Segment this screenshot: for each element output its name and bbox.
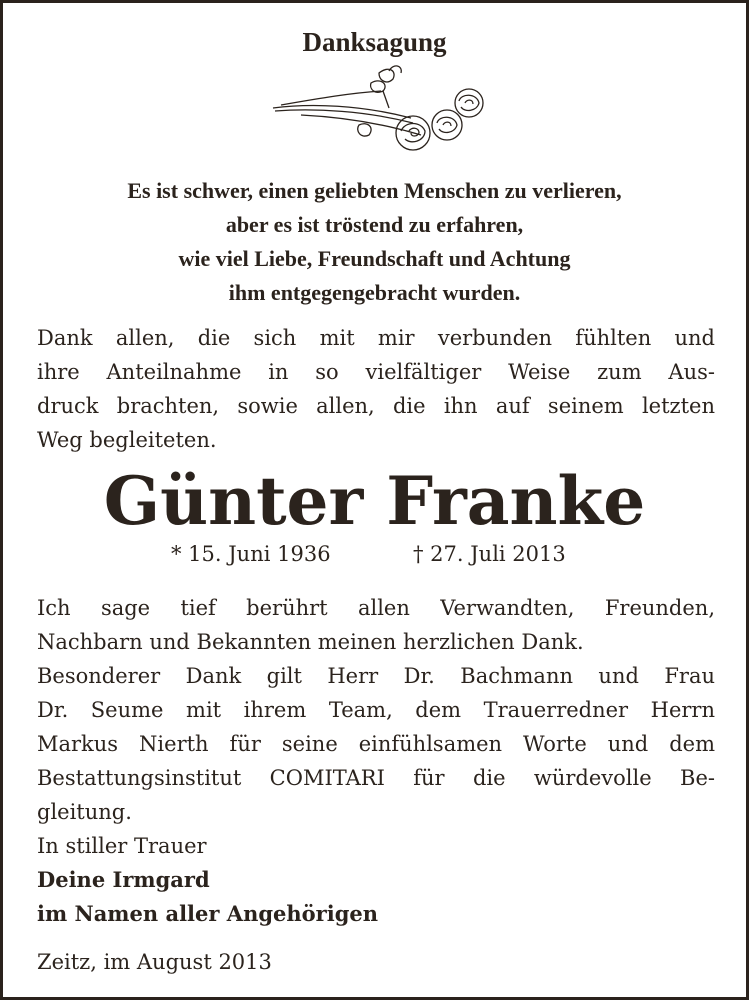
motto-text: [3, 174, 746, 310]
paragraph-line: Nachbarn und Bekannten meinen herzlichen Dank.: [37, 630, 584, 654]
paragraph-line: Markus Nierth für seine einfühlsamen Worte und dem: [37, 732, 715, 756]
thanks-paragraph: [37, 321, 715, 457]
death-date: † 27. Juli 2013: [413, 542, 566, 566]
closing-block: [37, 829, 715, 931]
birth-date: * 15. Juni 1936: [171, 542, 331, 566]
paragraph-line: Bestattungsinstitut COMITARI für die würdevolle Be-: [37, 766, 715, 790]
paragraph-line: Dr. Seume mit ihrem Team, dem Trauerredner Herrn: [37, 698, 715, 722]
paragraph-line: Ich sage tief berührt allen Verwandten, Freunden,: [37, 596, 715, 620]
paragraph-line: ihre Anteilnahme in so vielfältiger Weise zum Aus-: [37, 360, 715, 384]
heading: Danksagung: [302, 27, 447, 57]
place-date: [37, 945, 715, 979]
paragraph-line: Weg begleiteten.: [37, 428, 217, 452]
motto-line: Es ist schwer, einen geliebten Menschen zu verlieren,: [127, 178, 622, 203]
signature-name: Deine Irmgard: [37, 867, 210, 892]
gratitude-paragraph: [37, 591, 715, 829]
motto-line: wie viel Liebe, Freundschaft und Achtung: [178, 246, 571, 271]
paragraph-line: gleitung.: [37, 800, 132, 824]
deceased-name: Günter Franke: [103, 462, 646, 540]
paragraph-line: druck brachten, sowie allen, die ihn auf seinem letzten: [37, 394, 715, 418]
motto-line: ihm entgegengebracht wurden.: [228, 280, 521, 305]
place-date-line: Zeitz, im August 2013: [37, 950, 272, 974]
paragraph-line: Besonderer Dank gilt Herr Dr. Bachmann und Frau: [37, 664, 715, 688]
motto-line: aber es ist tröstend zu erfahren,: [225, 212, 524, 237]
paragraph-line: Dank allen, die sich mit mir verbunden fühlten und: [37, 326, 715, 350]
closing-line: In stiller Trauer: [37, 834, 207, 858]
signature-family: im Namen aller Angehörigen: [37, 901, 379, 926]
rose-branch-icon: [271, 63, 491, 163]
